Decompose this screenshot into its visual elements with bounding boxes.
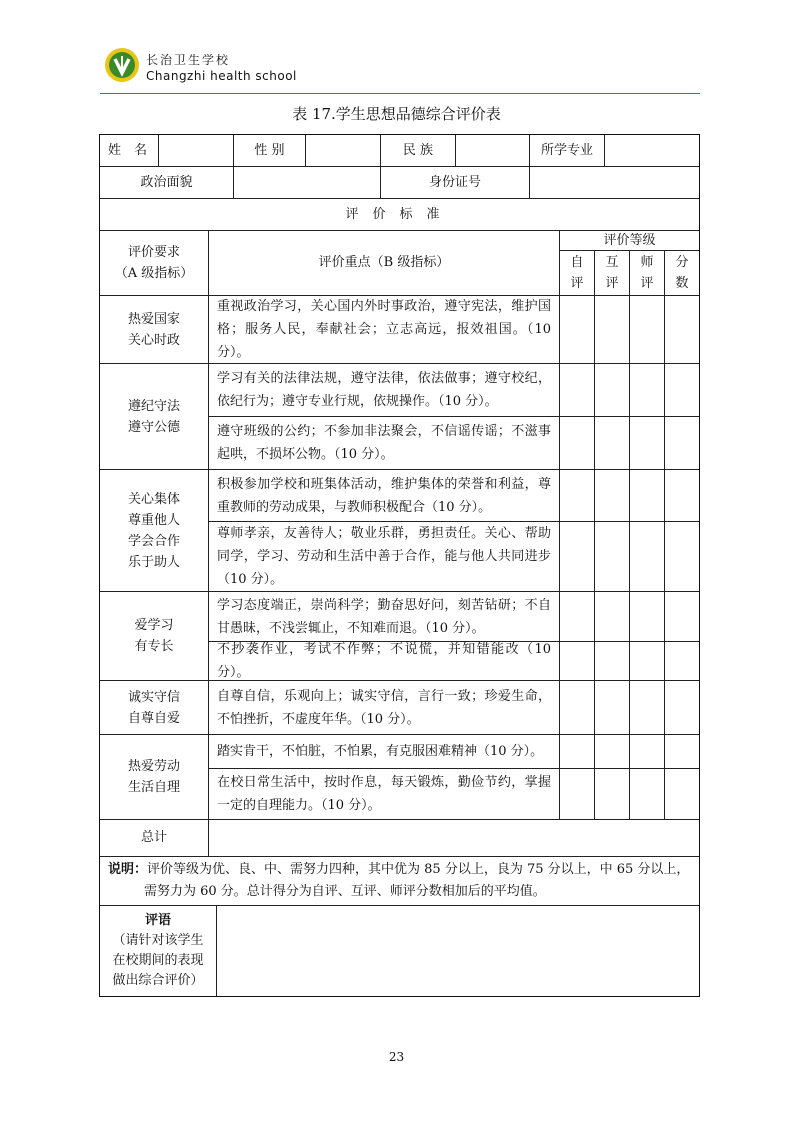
peer-eval-cell[interactable] xyxy=(594,521,630,592)
self-eval-cell[interactable] xyxy=(559,768,595,820)
page-header xyxy=(100,45,700,93)
score-cell[interactable] xyxy=(664,416,700,470)
comment-field[interactable] xyxy=(216,905,700,997)
score-cell[interactable] xyxy=(664,469,700,522)
focus-header: 评价重点（B 级指标） xyxy=(208,230,560,296)
id-number-label: 身份证号 xyxy=(380,166,530,199)
gender-field[interactable] xyxy=(305,134,381,167)
peer-eval-cell[interactable] xyxy=(594,641,630,681)
score-cell[interactable] xyxy=(664,734,700,769)
criteria-cell: 不抄袭作业，考试不作弊；不说慌，并知错能改（10 分）。 xyxy=(208,641,560,681)
peer-eval-cell[interactable] xyxy=(594,768,630,820)
criteria-cell: 学习有关的法律法规，遵守法律，依法做事；遵守校纪，依纪行为；遵守专业行规，依规操作。（10 分）。 xyxy=(208,363,560,417)
score-cell[interactable] xyxy=(664,295,700,364)
self-eval-cell[interactable] xyxy=(559,295,595,364)
major-field[interactable] xyxy=(604,134,700,167)
teacher-eval-header: 师 评 xyxy=(629,250,665,296)
criteria-cell: 踏实肯干，不怕脏，不怕累，有克服困难精神（10 分）。 xyxy=(208,734,560,769)
peer-eval-cell[interactable] xyxy=(594,416,630,470)
teacher-eval-cell[interactable] xyxy=(629,591,665,642)
criteria-cell: 在校日常生活中，按时作息，每天锻炼，勤俭节约，掌握一定的自理能力。（10 分）。 xyxy=(208,768,560,820)
grade-header: 评价等级 xyxy=(559,230,700,251)
self-eval-cell[interactable] xyxy=(559,521,595,592)
criteria-cell: 尊师孝亲，友善待人；敬业乐群，勇担责任。关心、帮助同学，学习、劳动和生活中善于合作，能与他人共同进步（10 分）。 xyxy=(208,521,560,592)
comment-label-cell xyxy=(99,905,217,997)
score-header: 分 数 xyxy=(664,250,700,296)
self-eval-cell[interactable] xyxy=(559,363,595,417)
school-name-cn: 长治卫生学校 xyxy=(146,53,231,67)
id-number-field[interactable] xyxy=(529,166,700,199)
teacher-eval-cell[interactable] xyxy=(629,521,665,592)
ethnicity-field[interactable] xyxy=(455,134,530,167)
self-eval-cell[interactable] xyxy=(559,641,595,681)
political-field[interactable] xyxy=(233,166,381,199)
school-logo-icon xyxy=(104,47,140,83)
score-cell[interactable] xyxy=(664,768,700,820)
requirement-cell: 爱学习 有专长 xyxy=(99,591,209,681)
teacher-eval-cell[interactable] xyxy=(629,768,665,820)
self-eval-cell[interactable] xyxy=(559,416,595,470)
self-eval-cell[interactable] xyxy=(559,680,595,735)
note-cell xyxy=(99,856,700,906)
peer-eval-cell[interactable] xyxy=(594,469,630,522)
requirement-cell: 关心集体 尊重他人 学会合作 乐于助人 xyxy=(99,469,209,592)
gender-label: 性 别 xyxy=(233,134,306,167)
name-field[interactable] xyxy=(158,134,234,167)
note-text: 评价等级为优、良、中、需努力四种，其中优为 85 分以上，良为 75 分以上，中 65 分以上，需努力为 60 分。总计得分为自评、互评、师评分数相加后的平均值。 xyxy=(144,862,690,899)
criteria-cell: 自尊自信，乐观向上；诚实守信，言行一致；珍爱生命，不怕挫折，不虚度年华。（10 分）。 xyxy=(208,680,560,735)
page-number: 23 xyxy=(388,1050,405,1064)
teacher-eval-cell[interactable] xyxy=(629,641,665,681)
header-divider xyxy=(100,93,700,94)
teacher-eval-cell[interactable] xyxy=(629,416,665,470)
school-name-en: Changzhi health school xyxy=(146,69,297,83)
teacher-eval-cell[interactable] xyxy=(629,734,665,769)
score-cell[interactable] xyxy=(664,680,700,735)
total-label: 总计 xyxy=(99,819,209,857)
score-cell[interactable] xyxy=(664,641,700,681)
page-title: 表 17.学生思想品德综合评价表 xyxy=(292,105,501,123)
comment-label: 评语 xyxy=(144,913,171,928)
score-cell[interactable] xyxy=(664,521,700,592)
criteria-cell: 学习态度端正，崇尚科学；勤奋思好问，刻苦钻研；不自甘愚昧，不浅尝辄止，不知难而退。（10 分）。 xyxy=(208,591,560,642)
requirement-cell: 热爱劳动 生活自理 xyxy=(99,734,209,820)
self-eval-cell[interactable] xyxy=(559,469,595,522)
name-label: 姓 名 xyxy=(99,134,159,167)
teacher-eval-cell[interactable] xyxy=(629,680,665,735)
criteria-cell: 遵守班级的公约；不参加非法聚会，不信谣传谣；不滋事起哄，不损坏公物。（10 分）。 xyxy=(208,416,560,470)
total-field[interactable] xyxy=(208,819,700,857)
self-eval-header: 自 评 xyxy=(559,250,595,296)
teacher-eval-cell[interactable] xyxy=(629,469,665,522)
standard-header: 评价标准 xyxy=(99,198,700,231)
peer-eval-cell[interactable] xyxy=(594,591,630,642)
criteria-cell: 重视政治学习，关心国内外时事政治，遵守宪法，维护国格；服务人民，奉献社会；立志高远，报效祖国。（10 分）。 xyxy=(208,295,560,364)
teacher-eval-cell[interactable] xyxy=(629,363,665,417)
ethnicity-label: 民 族 xyxy=(380,134,456,167)
peer-eval-cell[interactable] xyxy=(594,295,630,364)
score-cell[interactable] xyxy=(664,591,700,642)
peer-eval-cell[interactable] xyxy=(594,734,630,769)
peer-eval-cell[interactable] xyxy=(594,363,630,417)
note-label: 说明： xyxy=(108,862,148,877)
political-label: 政治面貌 xyxy=(99,166,234,199)
criteria-cell: 积极参加学校和班集体活动，维护集体的荣誉和利益，尊重教师的劳动成果，与教师积极配合（10 分）。 xyxy=(208,469,560,522)
major-label: 所学专业 xyxy=(529,134,605,167)
requirement-cell: 诚实守信 自尊自爱 xyxy=(99,680,209,735)
requirement-cell: 遵纪守法 遵守公德 xyxy=(99,363,209,470)
self-eval-cell[interactable] xyxy=(559,734,595,769)
requirement-cell: 热爱国家 关心时政 xyxy=(99,295,209,364)
self-eval-cell[interactable] xyxy=(559,591,595,642)
peer-eval-header: 互 评 xyxy=(594,250,630,296)
comment-hint: （请针对该学生 在校期间的表现 做出综合评价） xyxy=(112,933,204,988)
teacher-eval-cell[interactable] xyxy=(629,295,665,364)
requirement-header: 评价要求 （A 级指标） xyxy=(99,230,209,296)
peer-eval-cell[interactable] xyxy=(594,680,630,735)
score-cell[interactable] xyxy=(664,363,700,417)
